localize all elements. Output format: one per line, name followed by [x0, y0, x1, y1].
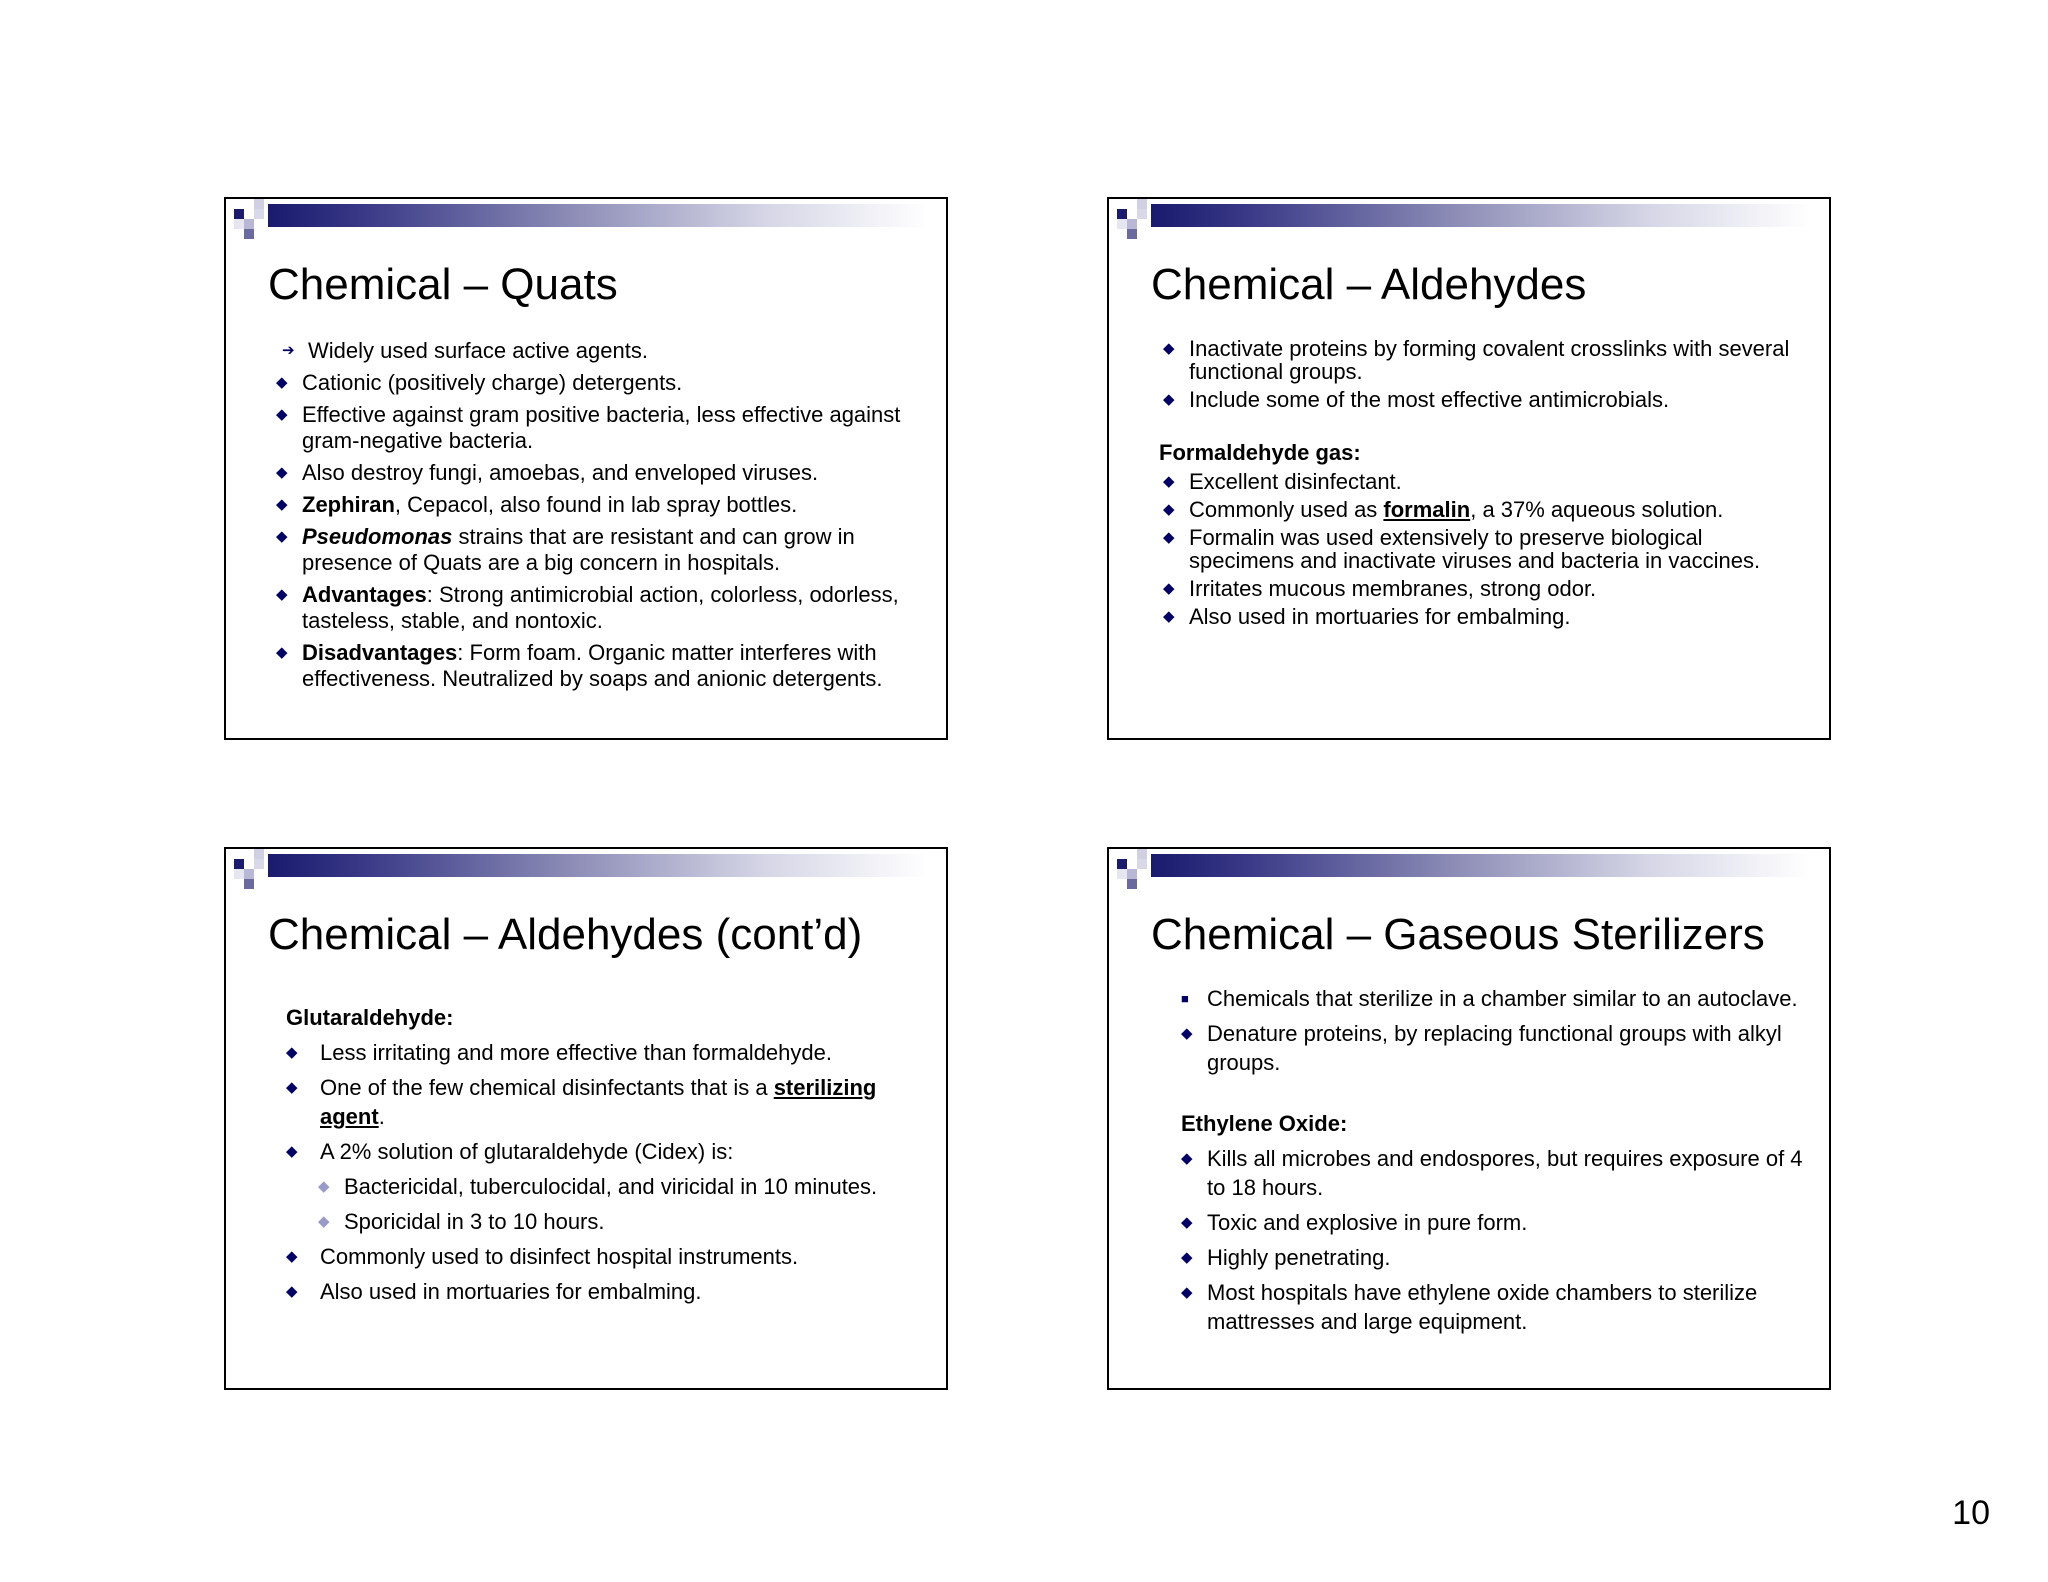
- diamond-bullet-icon: ◆: [286, 1283, 298, 1300]
- diamond-sub-bullet-icon: ◆: [318, 1213, 330, 1230]
- list-item: ◆ Commonly used to disinfect hospital instruments.: [286, 1244, 799, 1269]
- subheading: Formaldehyde gas:: [1159, 440, 1361, 465]
- square-bullet-icon: ■: [1181, 991, 1189, 1006]
- slide-quats: [224, 197, 948, 740]
- list-item: ◆ Inactivate proteins by forming covalent crosslinks with several functional groups.: [1163, 336, 1790, 384]
- list-item: ◆ Also used in mortuaries for embalming.: [286, 1279, 702, 1304]
- list-item: ◆ Cationic (positively charge) detergents.: [276, 370, 683, 395]
- list-item-sub: ◆ Bactericidal, tuberculocidal, and viricidal in 10 minutes.: [318, 1174, 878, 1199]
- list-item: ■ Chemicals that sterilize in a chamber similar to an autoclave.: [1181, 986, 1798, 1011]
- list-item: ◆ Zephiran, Cepacol, also found in lab spray bottles.: [276, 492, 798, 517]
- diamond-bullet-icon: ◆: [1163, 473, 1175, 490]
- diamond-bullet-icon: ◆: [1163, 608, 1175, 625]
- diamond-bullet-icon: ◆: [1181, 1249, 1193, 1266]
- diamond-sub-bullet-icon: ◆: [318, 1178, 330, 1195]
- title-gradient-bar: [268, 854, 928, 877]
- diamond-bullet-icon: ◆: [1181, 1025, 1193, 1042]
- list-item: ◆ Toxic and explosive in pure form.: [1181, 1210, 1528, 1235]
- diamond-bullet-icon: ◆: [276, 644, 288, 661]
- diamond-bullet-icon: ◆: [286, 1079, 298, 1096]
- diamond-bullet-icon: ◆: [1163, 340, 1175, 357]
- diamond-bullet-icon: ◆: [286, 1248, 298, 1265]
- list-item: ◆ Disadvantages: Form foam. Organic matter interferes with effectiveness. Neutralized by soaps and anionic detergents.: [276, 640, 883, 691]
- slide-content: [1181, 984, 1811, 1342]
- slide-aldehydes: [1107, 197, 1831, 740]
- slide-content: [286, 1003, 926, 1312]
- diamond-bullet-icon: ◆: [276, 496, 288, 513]
- list-item: ◆ Denature proteins, by replacing functional groups with alkyl groups.: [1181, 1021, 1782, 1075]
- list-item: ◆ One of the few chemical disinfectants that is a sterilizing agent.: [286, 1075, 877, 1129]
- title-gradient-bar: [1151, 854, 1811, 877]
- list-item: ◆ Formalin was used extensively to preserve biological specimens and inactivate viruses and bacteria in vaccines.: [1163, 525, 1761, 573]
- list-item: ◆ Irritates mucous membranes, strong odor.: [1163, 576, 1597, 601]
- list-item: ◆ Also used in mortuaries for embalming.: [1163, 604, 1571, 629]
- list-item: ◆ Less irritating and more effective than formaldehyde.: [286, 1040, 832, 1065]
- diamond-bullet-icon: ◆: [1163, 501, 1175, 518]
- list-item: ◆ Kills all microbes and endospores, but requires exposure of 4 to 18 hours.: [1181, 1146, 1803, 1200]
- diamond-bullet-icon: ◆: [1163, 580, 1175, 597]
- title-gradient-bar: [1151, 204, 1811, 227]
- list-item: ◆ Effective against gram positive bacteria, less effective against gram-negative bacteria.: [276, 402, 901, 453]
- list-item-sub: ◆ Sporicidal in 3 to 10 hours.: [318, 1209, 605, 1234]
- list-item: ◆ Excellent disinfectant.: [1163, 469, 1402, 494]
- diamond-bullet-icon: ◆: [286, 1044, 298, 1061]
- diamond-bullet-icon: ◆: [1163, 391, 1175, 408]
- list-item: ◆ Highly penetrating.: [1181, 1245, 1391, 1270]
- page-number: 10: [1952, 1494, 1990, 1532]
- diamond-bullet-icon: ◆: [276, 586, 288, 603]
- diamond-bullet-icon: ◆: [1181, 1214, 1193, 1231]
- subheading: Ethylene Oxide:: [1181, 1111, 1348, 1136]
- diamond-bullet-icon: ◆: [276, 406, 288, 423]
- title-gradient-bar: [268, 204, 928, 227]
- slide-content: [1159, 336, 1813, 633]
- list-item: ◆ Also destroy fungi, amoebas, and enveloped viruses.: [276, 460, 819, 485]
- slide-aldehydes-contd: [224, 847, 948, 1390]
- slide-content: [276, 338, 916, 698]
- list-item: ◆ Most hospitals have ethylene oxide chambers to sterilize mattresses and large equipment.: [1181, 1280, 1758, 1334]
- list-item: ◆ A 2% solution of glutaraldehyde (Cidex) is:: [286, 1139, 734, 1164]
- slide-title: Chemical – Quats: [268, 260, 618, 309]
- list-item: ◆ Advantages: Strong antimicrobial action, colorless, odorless, tasteless, stable, and nontoxic.: [276, 582, 899, 633]
- list-item: ◆ Commonly used as formalin, a 37% aqueous solution.: [1163, 497, 1724, 522]
- diamond-bullet-icon: ◆: [276, 374, 288, 391]
- slide-title: Chemical – Aldehydes (cont’d): [268, 910, 863, 959]
- arrow-icon: ➔: [282, 342, 295, 359]
- list-item: ◆ Include some of the most effective antimicrobials.: [1163, 387, 1670, 412]
- subheading: Glutaraldehyde:: [286, 1005, 454, 1030]
- list-item: ➔ Widely used surface active agents.: [282, 338, 648, 363]
- slide-title: Chemical – Aldehydes: [1151, 260, 1587, 309]
- list-item: ◆ Pseudomonas strains that are resistant and can grow in presence of Quats are a big concern in hospitals.: [276, 524, 855, 575]
- diamond-bullet-icon: ◆: [1181, 1284, 1193, 1301]
- diamond-bullet-icon: ◆: [276, 464, 288, 481]
- slide-title: Chemical – Gaseous Sterilizers: [1151, 910, 1765, 959]
- slide-gaseous-sterilizers: [1107, 847, 1831, 1390]
- diamond-bullet-icon: ◆: [1181, 1150, 1193, 1167]
- diamond-bullet-icon: ◆: [276, 528, 288, 545]
- diamond-bullet-icon: ◆: [1163, 529, 1175, 546]
- diamond-bullet-icon: ◆: [286, 1143, 298, 1160]
